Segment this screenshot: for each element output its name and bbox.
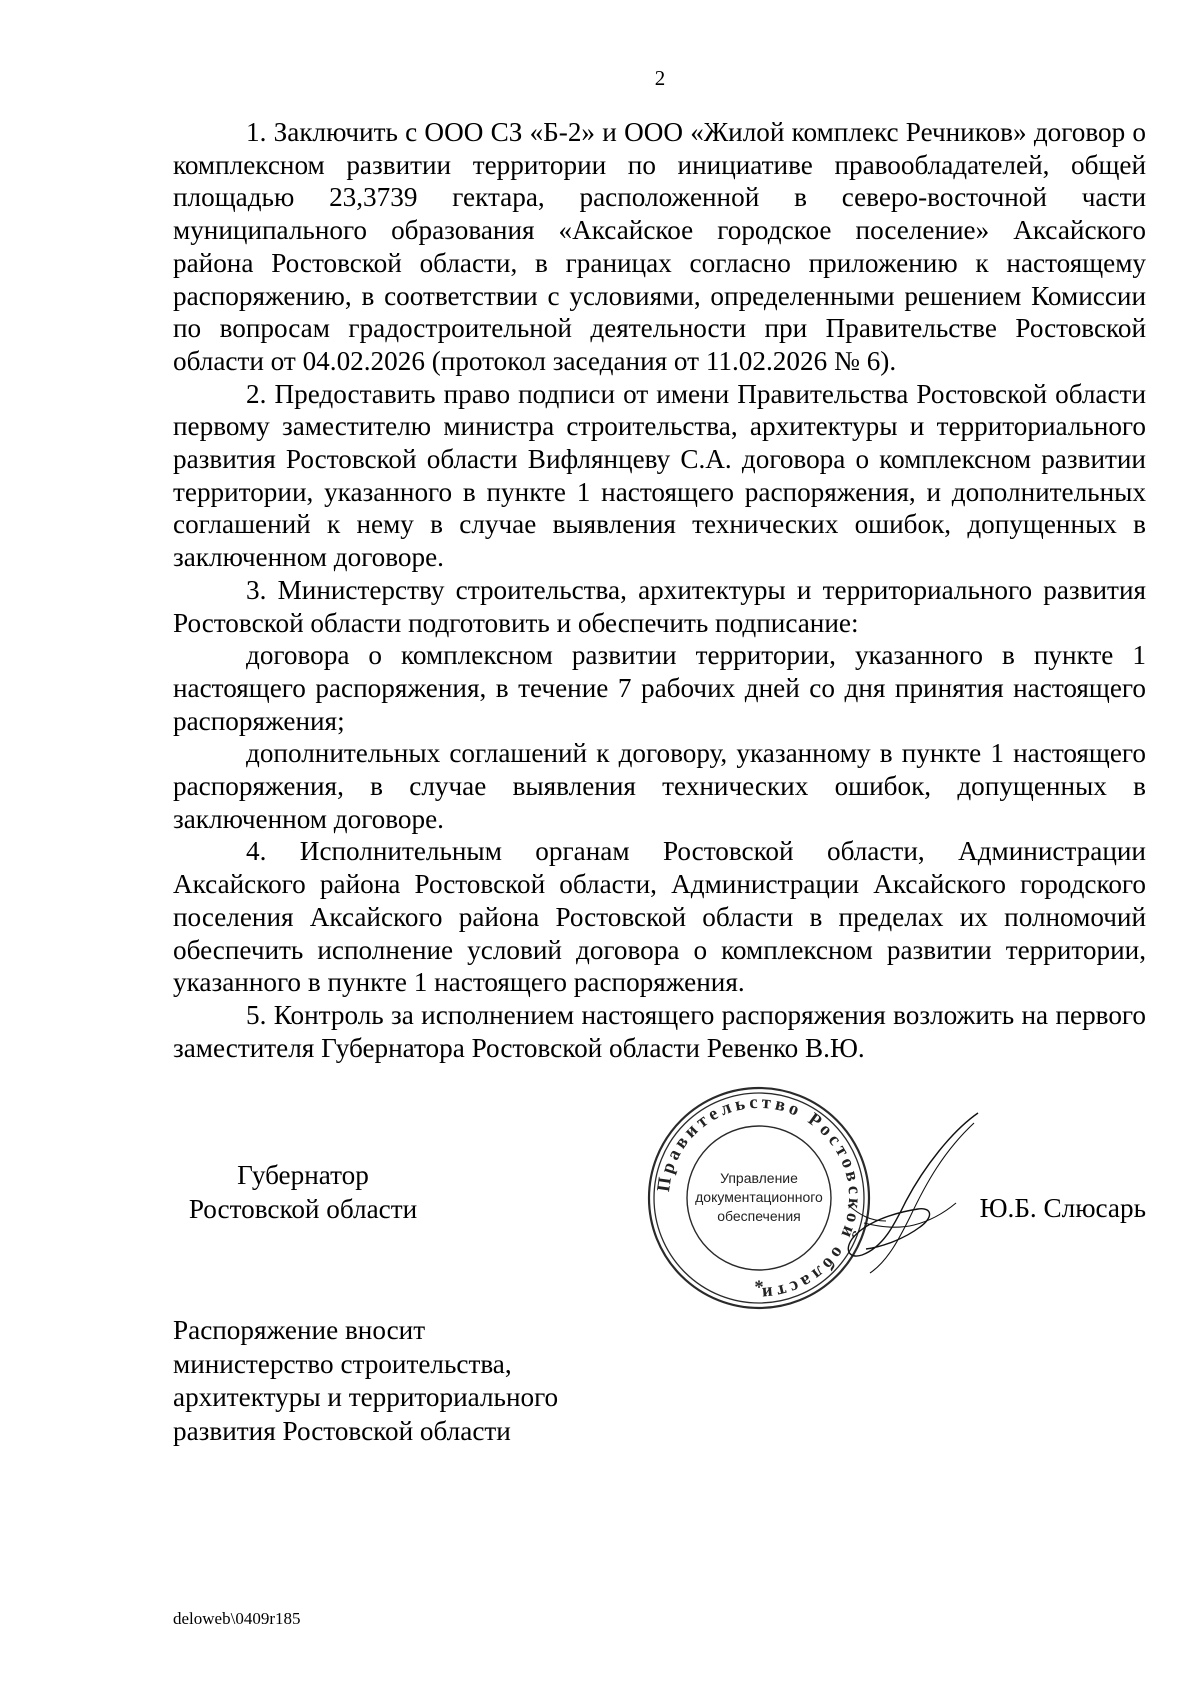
signatory-name: Ю.Б. Слюсарь xyxy=(979,1193,1146,1223)
initiator-line-4: развития Ростовской области xyxy=(173,1415,511,1446)
handwritten-signature xyxy=(840,1105,990,1285)
clause-2: 2. Предоставить право подписи от имени Правительства Ростовской области первому заместителю министра строительства, архитектуры и территориального развития Ростовской области Вифлянцеву С.А. договора о комплексном развитии территории, указанного в пункте 1 настоящего распоряжения, и дополнительных соглашений к нему в случае выявления технических ошибок, допущенных в заключенном договоре. xyxy=(173,378,1146,573)
seal-inner-line-1: Управление xyxy=(720,1170,798,1186)
clause-3-item-1: договора о комплексном развитии территории, указанного в пункте 1 настоящего распоряжения, в течение 7 рабочих дней со дня принятия настоящего распоряжения; xyxy=(173,640,1146,736)
clause-3-item-2: дополнительных соглашений к договору, указанному в пункте 1 настоящего распоряжения, в случае выявления технических ошибок, допущенных в заключенном договоре. xyxy=(173,738,1146,834)
seal-star: * xyxy=(754,1278,764,1298)
document-code: deloweb\0409r185 xyxy=(173,1609,301,1628)
signatory-title xyxy=(178,1158,428,1226)
clause-5: 5. Контроль за исполнением настоящего распоряжения возложить на первого заместителя Губернатора Ростовской области Ревенко В.Ю. xyxy=(173,999,1146,1063)
initiator-line-1: Распоряжение вносит xyxy=(173,1315,426,1345)
seal-outer-text: Правительство Ростовской области xyxy=(654,1092,865,1304)
signatory-title-line-1: Губернатор xyxy=(237,1160,369,1190)
page-number: 2 xyxy=(654,66,666,90)
seal-inner-line-2: документационного xyxy=(695,1189,823,1205)
signatory-title-line-2: Ростовской области xyxy=(188,1194,418,1224)
clause-4: 4. Исполнительным органам Ростовской области, Администрации Аксайского района Ростовской области, Администрации Аксайского городского поселения Аксайского района Ростовской области в пределах их полномочий обеспечить исполнение условий договора о комплексном развитии территории, указанного в пункте 1 настоящего распоряжения. xyxy=(173,836,1146,998)
initiator-note xyxy=(173,1314,693,1448)
seal-inner-line-3: обеспечения xyxy=(717,1208,801,1224)
initiator-line-2: министерство строительства, xyxy=(173,1348,512,1379)
clause-1: 1. Заключить с ООО СЗ «Б-2» и ООО «Жилой комплекс Речников» договор о комплексном развитии территории по инициативе правообладателей, общей площадью 23,3739 гектара, расположенной в северо-восточной части муниципального образования «Аксайское городское поселение» Аксайского района Ростовской области, в границах согласно приложению к настоящему распоряжению, в соответствии с условиями, определенными решением Комиссии по вопросам градостроительной деятельности при Правительстве Ростовской области от 04.02.2026 (протокол заседания от 11.02.2026 № 6). xyxy=(173,117,1146,376)
official-seal xyxy=(646,1085,872,1311)
clause-3: 3. Министерству строительства, архитектуры и территориального развития Ростовской области подготовить и обеспечить подписание: xyxy=(173,574,1146,638)
document-body xyxy=(173,116,1146,1064)
initiator-line-3: архитектуры и территориального xyxy=(173,1382,559,1412)
